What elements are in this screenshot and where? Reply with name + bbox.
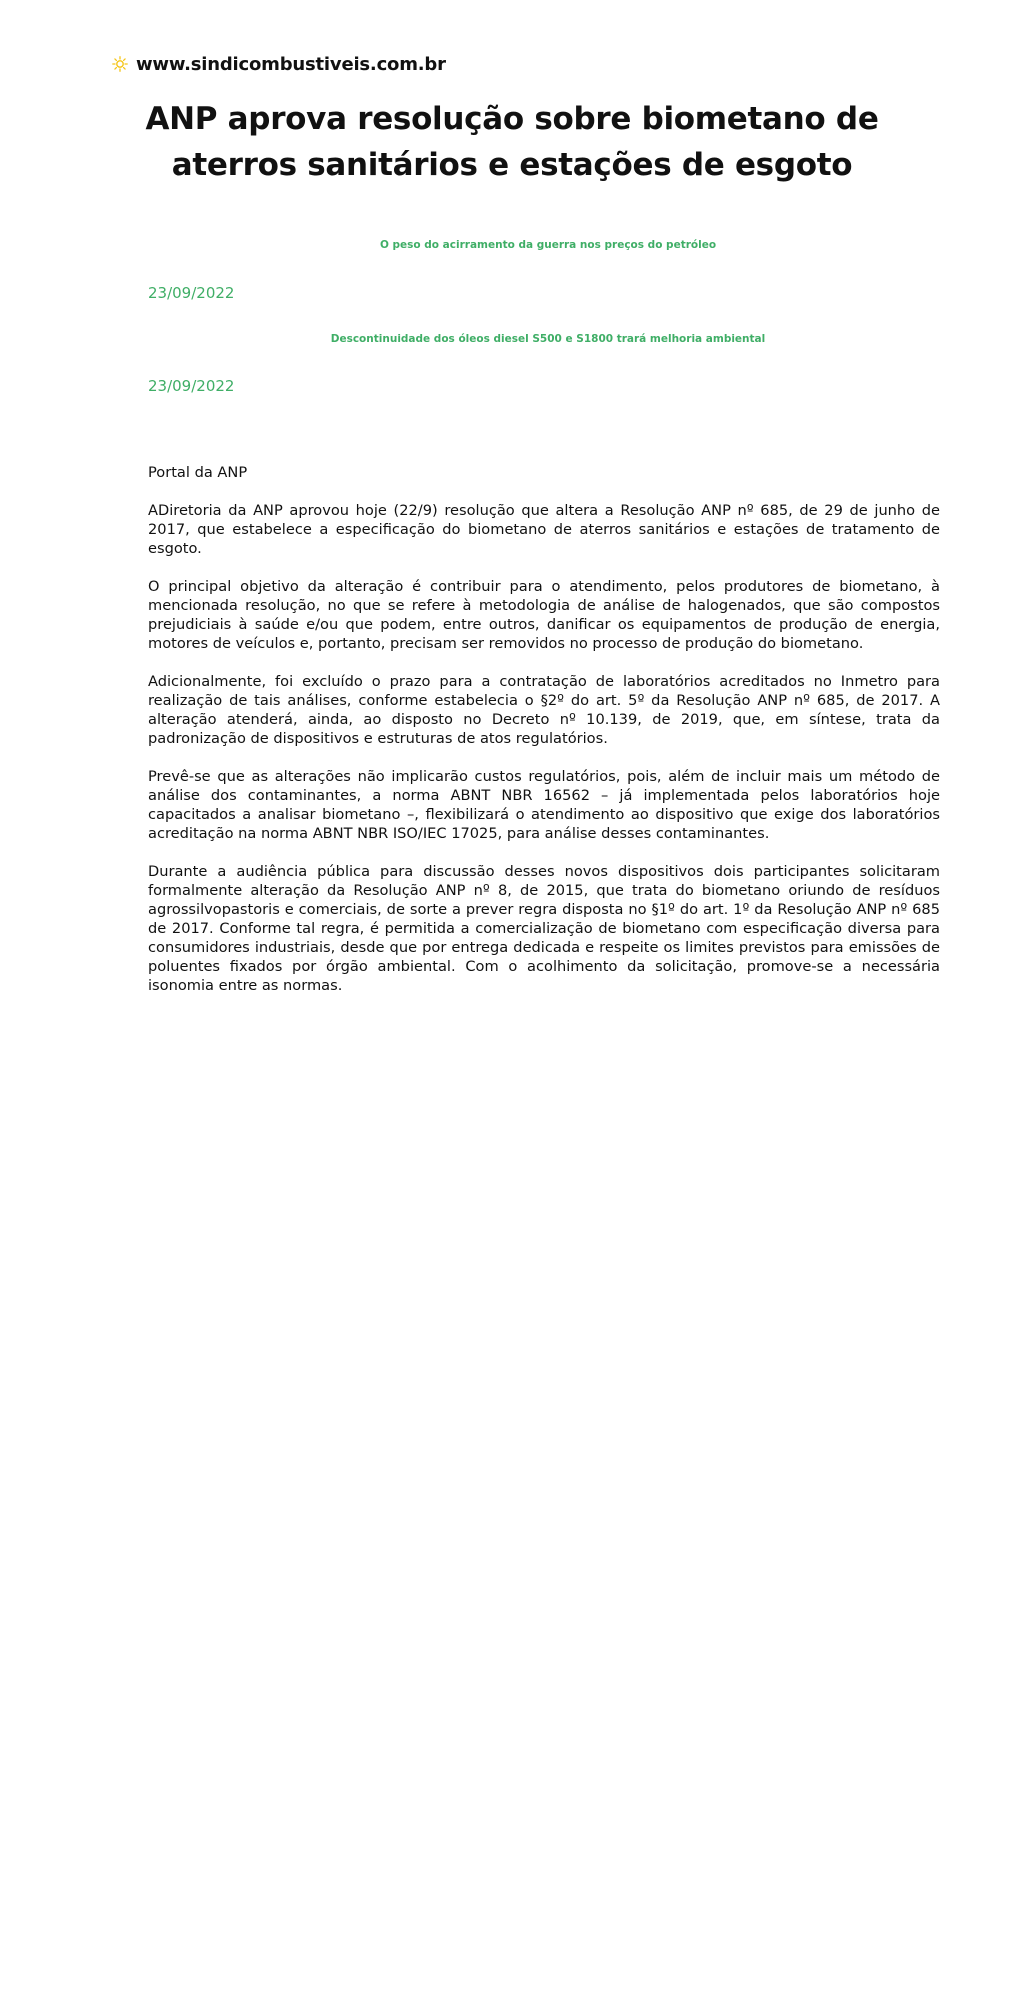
site-header [112,50,446,78]
article-paragraph: Adicionalmente, foi excluído o prazo para a contratação de laboratórios acreditados no Inmetro para realização de tais análises, conforme estabelecia o §2º do art. 5º da Resolução ANP nº 685, de 2017. A alteração atenderá, ainda, ao disposto no Decreto nº 10.139, de 2019, que, em síntese, trata da padronização de dispositivos e estruturas de atos regulatórios. [148,673,940,747]
site-url[interactable]: www.sindicombustiveis.com.br [136,53,446,75]
sun-icon [112,56,128,72]
article-paragraph: ADiretoria da ANP aprovou hoje (22/9) resolução que altera a Resolução ANP nº 685, de 29 de junho de 2017, que estabelece a especificação do biometano de aterros sanitários e estações de tratamento de esgoto. [148,502,940,557]
related-article-date: 23/09/2022 [148,284,235,302]
article-paragraph: Durante a audiência pública para discussão desses novos dispositivos dois participantes solicitaram formalmente alteração da Resolução ANP nº 8, de 2015, que trata do biometano oriundo de resíduos agrossilvopastoris e comerciais, de sorte a prever regra disposta no §1º do art. 1º da Resolução ANP nº 685 de 2017. Conforme tal regra, é permitida a comercialização de biometano com especificação diversa para consumidores industriais, desde que por entrega dedicada e respeite os limites previstos para emissões de poluentes fixados por órgão ambiental. Com o acolhimento da solicitação, promove-se a necessária isonomia entre as normas. [148,863,940,994]
article-paragraph: Prevê-se que as alterações não implicarão custos regulatórios, pois, além de incluir mais um método de análise dos contaminantes, a norma ABNT NBR 16562 – já implementada pelos laboratórios hoje capacitados a analisar biometano –, flexibilizará o atendimento ao dispositivo que exige dos laboratórios acreditação na norma ABNT NBR ISO/IEC 17025, para análise desses contaminantes. [148,768,940,842]
article-source: Portal da ANP [148,464,248,481]
related-article-link[interactable]: Descontinuidade dos óleos diesel S500 e S1800 trará melhoria ambiental [330,333,766,345]
related-article-link[interactable]: O peso do acirramento da guerra nos preços do petróleo [379,239,717,251]
article-body [148,463,940,1014]
related-article-date: 23/09/2022 [148,377,235,395]
page-title: ANP aprova resolução sobre biometano de aterros sanitários e estações de esgoto [145,101,879,183]
article-paragraph: O principal objetivo da alteração é contribuir para o atendimento, pelos produtores de biometano, à mencionada resolução, no que se refere à metodologia de análise de halogenados, que são compostos prejudiciais à saúde e/ou que podem, entre outros, danificar os equipamentos de produção de energia, motores de veículos e, portanto, precisam ser removidos no processo de produção do biometano. [148,578,940,652]
